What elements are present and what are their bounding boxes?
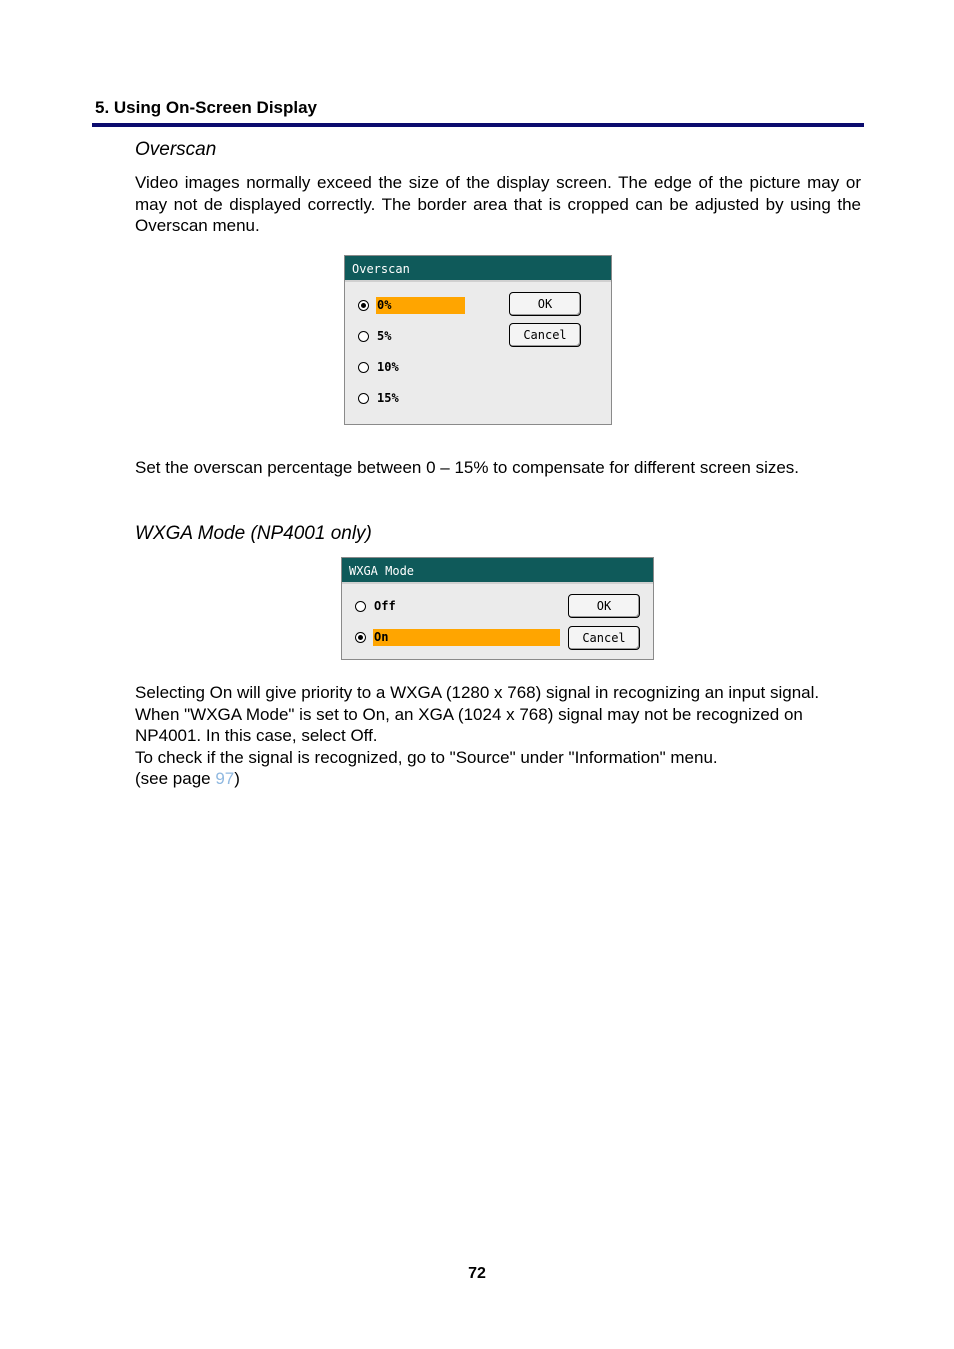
option-0-percent[interactable] <box>358 297 465 314</box>
header-rule <box>92 123 864 127</box>
dialog-title: Overscan <box>345 256 611 282</box>
option-10-percent[interactable] <box>358 359 399 376</box>
dialog-title: WXGA Mode <box>342 558 653 584</box>
ok-button[interactable]: OK <box>568 594 640 618</box>
wxga-line-2: When "WXGA Mode" is set to On, an XGA (1024 x 768) signal may not be recognized on NP4001. In this case, select Off. <box>135 704 803 745</box>
radio-icon <box>355 601 366 612</box>
option-5-percent[interactable] <box>358 328 391 345</box>
radio-icon <box>358 362 369 373</box>
see-prefix: (see page <box>135 769 216 788</box>
ok-button[interactable]: OK <box>509 292 581 316</box>
radio-icon <box>358 300 369 311</box>
chapter-title: 5. Using On-Screen Display <box>95 98 318 117</box>
cancel-button[interactable]: Cancel <box>568 626 640 650</box>
overscan-intro: Video images normally exceed the size of the display screen. The edge of the picture may or may not de displayed correctly. The border area that is cropped can be adjusted by using the Overscan menu. <box>135 173 861 235</box>
option-off[interactable] <box>355 598 396 615</box>
option-15-percent[interactable] <box>358 390 399 407</box>
option-on[interactable] <box>355 629 560 646</box>
wxga-line-1: Selecting On will give priority to a WXGA (1280 x 768) signal in recognizing an input signal. <box>135 683 820 702</box>
page-link[interactable]: 97 <box>215 769 235 788</box>
option-label: 15% <box>377 391 399 405</box>
see-suffix: ) <box>234 769 240 788</box>
radio-icon <box>355 632 366 643</box>
option-label: 5% <box>377 329 392 343</box>
option-label: Off <box>374 599 396 613</box>
wxga-dialog <box>341 557 654 660</box>
overscan-note: Set the overscan percentage between 0 – 15% to compensate for different screen sizes. <box>135 458 800 477</box>
option-label: 10% <box>377 360 399 374</box>
wxga-heading: WXGA Mode (NP4001 only) <box>135 523 372 544</box>
see-page-ref <box>135 768 855 790</box>
radio-icon <box>358 393 369 404</box>
option-label: On <box>373 629 560 646</box>
radio-icon <box>358 331 369 342</box>
page-number: 72 <box>468 1265 486 1282</box>
option-label: 0% <box>376 297 465 314</box>
wxga-description <box>135 682 855 790</box>
overscan-heading: Overscan <box>135 139 217 160</box>
cancel-button[interactable]: Cancel <box>509 323 581 347</box>
overscan-dialog <box>344 255 612 425</box>
wxga-line-3: To check if the signal is recognized, go to "Source" under "Information" menu. <box>135 747 718 767</box>
